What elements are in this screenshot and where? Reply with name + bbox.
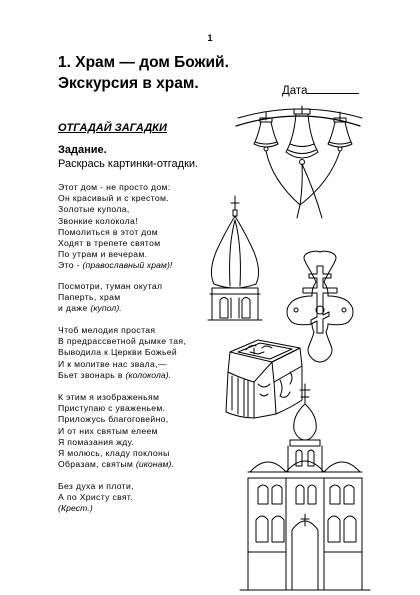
dome-illustration: [208, 196, 262, 320]
verse-line: Чтоб мелодия простая: [58, 325, 156, 335]
verse-line: И к молитве нас звала,—: [58, 358, 167, 369]
riddle-answer: (колокола).: [125, 369, 172, 380]
verse-prefix: Это -: [58, 260, 83, 271]
verse-line: Приложусь благоговейно,: [58, 414, 169, 425]
church-illustration: [240, 384, 370, 590]
task-text: Раскрась картинки-отгадки.: [58, 158, 199, 170]
verse-line: В предрассветной дымке тая,: [58, 336, 187, 347]
verse-line: Выводила к Церкви Божьей: [58, 347, 178, 358]
verse-line: Я помазания жду.: [58, 436, 135, 447]
verse-line: Ходят в трепете святом: [58, 238, 161, 249]
riddle-answer: (православный храм)!: [82, 260, 173, 271]
verse-prefix: и даже: [58, 303, 91, 314]
page-number: 1: [207, 33, 213, 43]
verse-line: Звонкие колокола!: [58, 215, 138, 226]
riddle-answer: (иконам).: [135, 459, 174, 470]
verse-line: К этим я изображеньям: [58, 392, 160, 402]
lectern-icon-illustration: [226, 340, 302, 418]
riddle-answer: (Крест.): [58, 503, 93, 514]
verse-line: Этот дом - не просто дом:: [58, 182, 171, 192]
date-label: Дата: [282, 85, 308, 97]
riddles-heading: ОТГАДАЙ ЗАГАДКИ: [58, 122, 167, 134]
riddle-answer: (купол).: [90, 303, 122, 314]
verse-line: Золотые купола,: [58, 204, 130, 215]
task-heading: Задание.: [58, 144, 107, 156]
verse-prefix: Бьет звонарь в: [58, 369, 126, 380]
verse-line: А по Христу свят.: [58, 492, 134, 503]
bells-illustration: [236, 106, 362, 218]
verse-prefix: Образам, святым: [58, 459, 136, 470]
verse-line: И от них святым елеем: [58, 425, 158, 436]
cross-illustration: [287, 251, 353, 362]
title-line-1: 1. Храм — дом Божий.: [58, 54, 229, 71]
verse-line: Посмотри, туман окутал: [58, 281, 163, 291]
title-line-2: Экскурсия в храм.: [58, 75, 199, 92]
verse-line: Без духа и плоти,: [58, 481, 134, 491]
verse-line: Приступаю с уваженьем.: [58, 403, 166, 414]
verse-line: Он красивый и с крестом.: [58, 193, 169, 204]
verse-line: Паперть, храм: [58, 292, 121, 303]
verse-line: Я молюсь, кладу поклоны: [58, 448, 170, 459]
verse-line: По утрам и вечерам.: [58, 249, 148, 260]
verse-line: Помолиться в этот дом: [58, 226, 158, 237]
